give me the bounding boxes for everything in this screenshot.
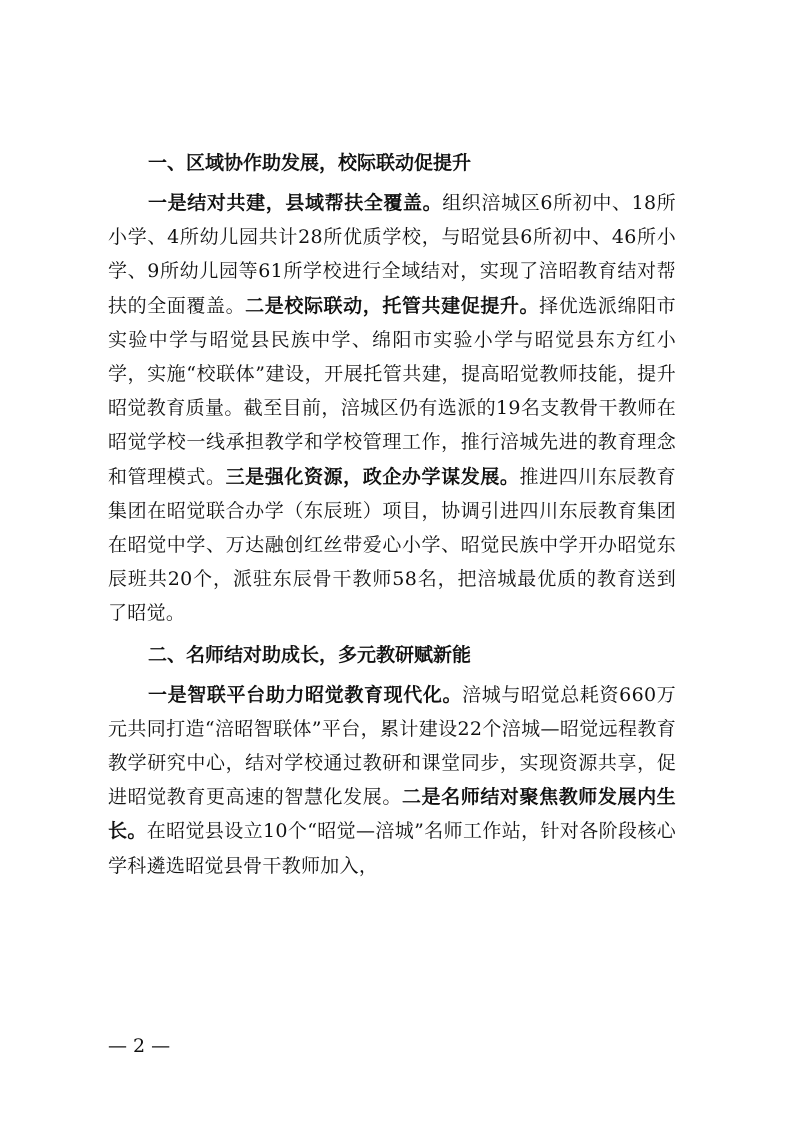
body-text: 在昭觉县设立10个“昭觉—涪城”名师工作站，针对各阶段核心学科遴选昭觉县骨干教师加入， — [108, 820, 676, 877]
section-paragraph-1 — [108, 186, 676, 631]
section-heading-2: 二、名师结对助成长，多元教研赋新能 — [148, 643, 472, 666]
body-text: 涪城与昭觉总耗资660万元共同打造“涪昭智联体”平台，累计建设22个涪城—昭觉远程教育教学研究中心，结对学校通过教研和课堂同步，实现资源共享，促进昭觉教育更高速的智慧化发展。 — [108, 683, 676, 809]
bold-lead-phrase: 二是校际联动，托管共建促提升。 — [245, 294, 540, 317]
bold-lead-phrase: 一是智联平台助力昭觉教育现代化。 — [148, 683, 463, 706]
section-heading-1: 一、区域协作助发展，校际联动促提升 — [148, 152, 472, 174]
bold-lead-phrase: 一是结对共建，县域帮扶全覆盖。 — [148, 192, 443, 214]
body-text: 择优选派绵阳市实验中学与昭觉县民族中学、绵阳市实验小学与昭觉县东方红小学，实施“校联体”建设，开展托管共建，提高昭觉教师技能，提升昭觉教育质量。截至目前，涪城区仍有选派的19名支教骨干教师在昭觉学校一线承担教学和学校管理工作，推行涪城先进的教育理念和管理模式。 — [108, 294, 676, 488]
bold-lead-phrase: 二是名师结对聚焦教师发展内生长。 — [108, 786, 676, 843]
page-number: — 2 — — [108, 1035, 171, 1057]
section-paragraph-2 — [108, 678, 676, 883]
bold-lead-phrase: 三是强化资源，政企办学谋发展。 — [225, 465, 520, 488]
document-body — [108, 146, 676, 883]
body-text: 组织涪城区6所初中、18所小学、4所幼儿园共计28所优质学校，与昭觉县6所初中、46所小学、9所幼儿园等61所学校进行全域结对，实现了涪昭教育结对帮扶的全面覆盖。 — [108, 192, 676, 317]
body-text: 推进四川东辰教育集团在昭觉联合办学（东辰班）项目，协调引进四川东辰教育集团在昭觉中学、万达融创红丝带爱心小学、昭觉民族中学开办昭觉东辰班共20个，派驻东辰骨干教师58名，把涪城最优质的教育送到了昭觉。 — [108, 465, 676, 625]
